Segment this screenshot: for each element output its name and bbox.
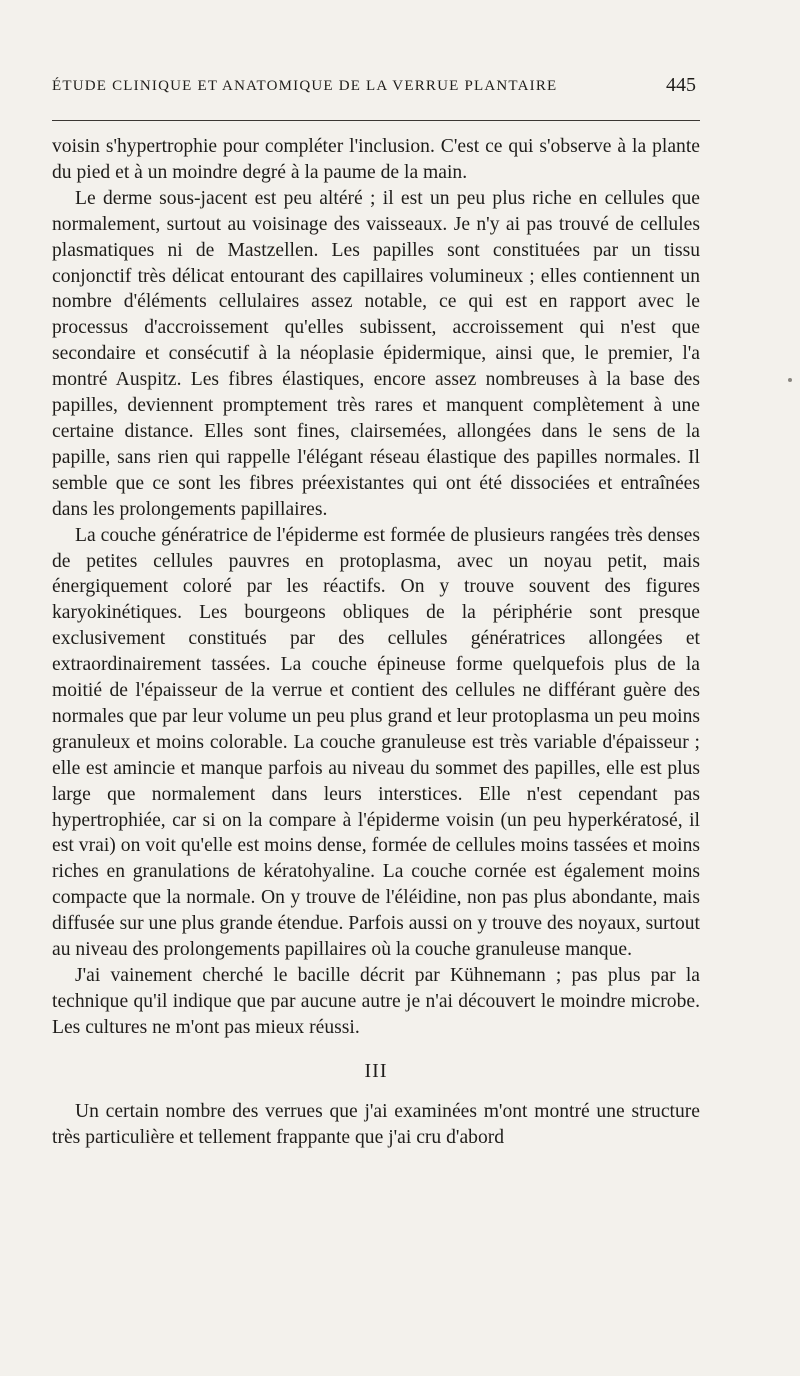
page-header (52, 74, 696, 104)
running-title: ÉTUDE CLINIQUE ET ANATOMIQUE DE LA VERRUE PLANTAIRE (52, 78, 558, 94)
header-rule (52, 120, 700, 121)
paragraph-section-start: Un certain nombre des verrues que j'ai examinées m'ont montré une structure très particulière et tellement frappante que j'ai cru d'abord (52, 1100, 700, 1148)
section-heading: III (364, 1059, 388, 1082)
paragraph-derme: Le derme sous-jacent est peu altéré ; il est un peu plus riche en cellules que normalement, surtout au voisinage des vaisseaux. Je n'y ai pas trouvé de cellules plasmatiques ni de Mastzellen. Les papilles sont constituées par un tissu conjonctif très délicat entourant des capillaires volumineux ; elles contiennent un nombre d'éléments cellulaires assez notable, ce qui est en rapport avec le processus d'accroissement qu'elles subissent, accroissement qui n'est que secondaire et consécutif à la néoplasie épidermique, ainsi que, le premier, l'a montré Auspitz. Les fibres élastiques, encore assez nombreuses à la base des papilles, deviennent promptement très rares et manquent complètement à une certaine distance. Elles sont fines, clairsemées, allongées dans le sens de la papille, sans rien qui rappelle l'élégant réseau élastique des papilles normales. Il semble que ce sont les fibres préexistantes qui ont été dissociées et entraînées dans les prolongements papillaires. (52, 187, 700, 520)
page-number: 445 (666, 74, 696, 96)
paragraph-couche-generatrice: La couche génératrice de l'épiderme est formée de plusieurs rangées très denses de petites cellules pauvres en protoplasma, avec un noyau petit, mais énergiquement coloré par les réactifs. On y trouve souvent des figures karyokinétiques. Les bourgeons obliques de la périphérie sont presque exclusivement constitués par des cellules génératrices allongées et extraordinairement tassées. La couche épineuse forme quelquefois plus de la moitié de l'épaisseur de la verrue et contient des cellules ne différant guère des normales que par leur volume un peu plus grand et leur protoplasma un peu moins granuleux et moins colorable. La couche granuleuse est très variable d'épaisseur ; elle est amincie et manque parfois au niveau du sommet des papilles, elle est plus large que normalement dans leurs interstices. Elle n'est cependant pas hypertrophiée, car si on la compare à l'épiderme voisin (un peu hyperkératosé, il est vrai) on voit qu'elle est moins dense, formée de cellules moins tassées et moins riches en granulations de kératohyaline. La couche cornée est également moins compacte que la normale. On y trouve de l'éléidine, non pas plus abondante, mais diffusée sur une plus grande étendue. Parfois aussi on y trouve des noyaux, surtout au niveau des prolongements papillaires où la couche granuleuse manque. (52, 524, 700, 961)
paragraph-bacille: J'ai vainement cherché le bacille décrit par Kühnemann ; pas plus par la technique qu'il indique que par aucune autre je n'ai découvert le moindre microbe. Les cultures ne m'ont pas mieux réussi. (52, 965, 700, 1038)
paragraph-continuation: voisin s'hypertrophie pour compléter l'inclusion. C'est ce qui s'observe à la plante du pied et à un moindre degré à la paume de la main. (52, 136, 700, 183)
margin-speck (788, 378, 792, 382)
body-text (52, 134, 700, 1150)
